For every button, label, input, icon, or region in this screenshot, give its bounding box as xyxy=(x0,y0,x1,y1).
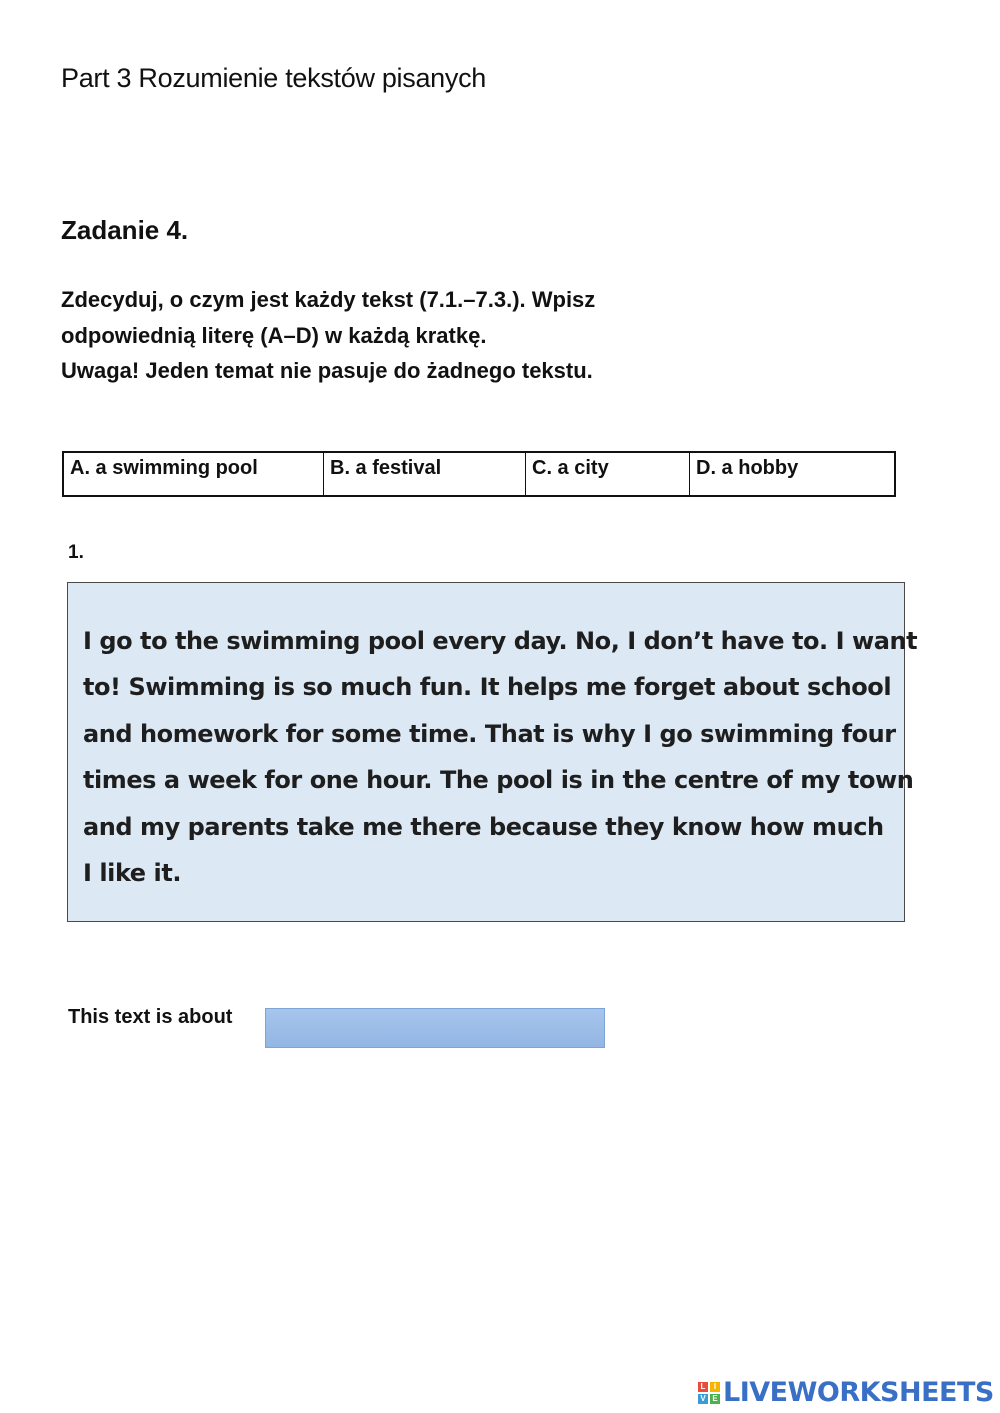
instruction-line: odpowiednią literę (A–D) w każdą kratkę. xyxy=(61,322,487,348)
part-title: Part 3 Rozumienie tekstów pisanych xyxy=(61,63,487,93)
instructions xyxy=(61,282,595,389)
passage-line: to! Swimming is so much fun. It helps me forget about school xyxy=(83,673,892,702)
reading-passage xyxy=(83,618,918,896)
text-number: 1. xyxy=(68,542,84,563)
topic-d: D. a hobby xyxy=(696,457,799,479)
topic-a: A. a swimming pool xyxy=(64,453,324,495)
topic-b: B. a festival xyxy=(324,453,526,495)
task-title: Zadanie 4. xyxy=(61,215,189,245)
reading-passage-box xyxy=(67,582,918,922)
passage-line: times a week for one hour. The pool is in the centre of my town xyxy=(83,766,914,795)
brand-name: LIVEWORKSHEETS xyxy=(723,1377,994,1408)
topics-table xyxy=(62,451,896,497)
liveworksheets-logo-icon: L I V E xyxy=(698,1382,720,1404)
passage-line: and my parents take me there because they know how much xyxy=(83,812,884,841)
passage-line: and homework for some time. That is why I go swimming four xyxy=(83,719,896,748)
topic-c: C. a city xyxy=(526,453,690,495)
passage-line: I go to the swimming pool every day. No, I don’t have to. I want xyxy=(83,627,918,655)
instruction-line: Zdecyduj, o czym jest każdy tekst (7.1.–7.3.). Wpisz xyxy=(61,287,596,312)
answer-label: This text is about xyxy=(68,1006,233,1028)
answer-input[interactable] xyxy=(265,1008,605,1048)
liveworksheets-logo xyxy=(698,1377,994,1408)
passage-line: I like it. xyxy=(83,859,182,888)
instruction-line: Uwaga! Jeden temat nie pasuje do żadnego tekstu. xyxy=(61,358,593,383)
